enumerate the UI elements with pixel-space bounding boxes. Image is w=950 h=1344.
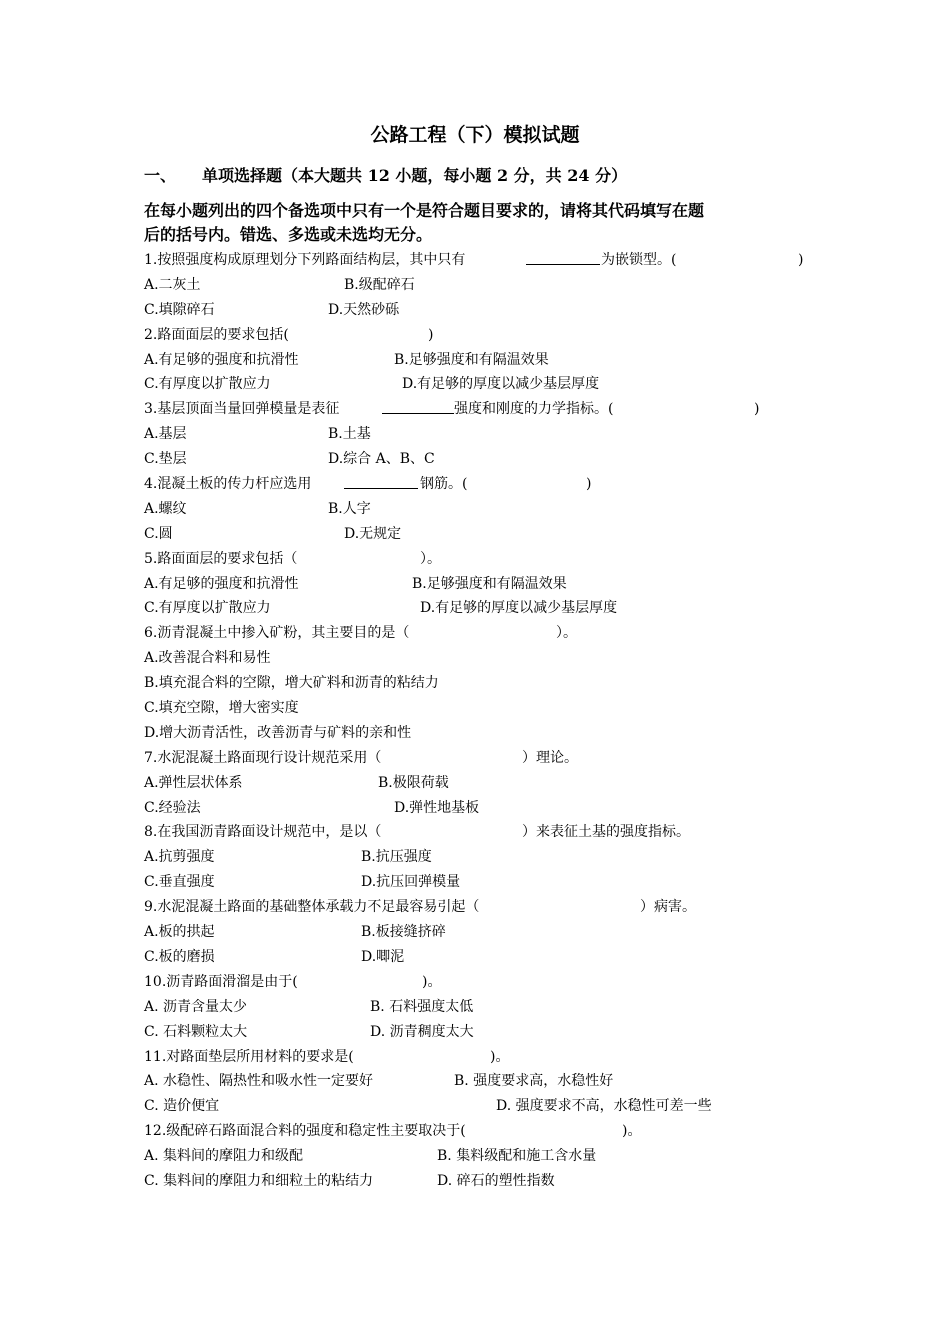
option-a: A.基层 [144, 426, 187, 443]
stem-text: 6.沥青混凝土中掺入矿粉，其主要目的是（ [144, 625, 410, 642]
option-d: D.弹性地基板 [394, 799, 480, 816]
option-d: D. 碎石的塑性指数 [437, 1172, 555, 1189]
option-a: A.抗剪强度 [144, 849, 215, 866]
option-b: B.板接缝挤碎 [361, 924, 446, 941]
stem-text: 2.路面面层的要求包括( [144, 326, 289, 343]
option-row [144, 845, 824, 870]
option-c: C.有厚度以扩散应力 [144, 600, 271, 617]
section-number: 一、 [144, 166, 177, 185]
answer-bracket-close: )。 [422, 973, 442, 990]
option-row [144, 273, 824, 298]
stem-text: 钢筋。( [420, 476, 468, 493]
option-b: B. 集料级配和施工含水量 [437, 1148, 597, 1165]
answer-bracket-close: ) [798, 252, 804, 268]
stem-text: 1.按照强度构成原理划分下列路面结构层，其中只有 [144, 252, 466, 268]
question-stem [144, 547, 824, 572]
option-c: C.垫层 [144, 451, 187, 468]
answer-bracket-close: )。 [490, 1048, 510, 1065]
option-c: C.板的磨损 [144, 948, 215, 965]
option-row [144, 771, 824, 796]
stem-text: 5.路面面层的要求包括（ [144, 550, 298, 567]
option-b: B. 强度要求高，水稳性好 [454, 1073, 614, 1090]
option-row [144, 920, 824, 945]
answer-blank [382, 397, 454, 414]
section-title: 单项选择题（本大题共 12 小题，每小题 2 分，共 24 分） [202, 166, 628, 185]
option-row [144, 671, 824, 696]
question-stem [144, 970, 824, 995]
stem-text: 3.基层顶面当量回弹模量是表征 [144, 401, 340, 418]
option-c: C.垂直强度 [144, 874, 215, 891]
question-stem [144, 472, 824, 497]
option-b: B.极限荷载 [378, 774, 449, 791]
option-d: D.抗压回弹模量 [361, 874, 461, 891]
answer-bracket-close: ) [428, 326, 434, 343]
question-stem [144, 323, 824, 348]
option-c: C. 造价便宜 [144, 1098, 220, 1115]
option-c: C. 集料间的摩阻力和细粒土的粘结力 [144, 1172, 374, 1189]
option-d: D. 沥青稠度太大 [370, 1023, 474, 1040]
option-a: A.有足够的强度和抗滑性 [144, 575, 299, 592]
question-stem [144, 621, 824, 646]
option-b: B.级配碎石 [344, 276, 415, 293]
answer-bracket-close: ）来表征土基的强度指标。 [522, 824, 690, 841]
question-stem [144, 397, 824, 422]
option-a: A.有足够的强度和抗滑性 [144, 351, 299, 368]
option-row [144, 646, 824, 671]
answer-bracket-close: ）理论。 [522, 749, 578, 766]
option-b: B.土基 [328, 426, 371, 443]
option-d: D. 强度要求不高，水稳性可差一些 [496, 1098, 712, 1115]
answer-blank [526, 248, 600, 265]
stem-text: 12.级配碎石路面混合料的强度和稳定性主要取决于( [144, 1123, 466, 1140]
option-b: B.足够强度和有隔温效果 [412, 575, 567, 592]
stem-text: 为嵌锁型。( [601, 252, 677, 268]
question-stem [144, 746, 824, 771]
option-b: B.填充混合料的空隙，增大矿料和沥青的粘结力 [144, 675, 439, 692]
option-row [144, 1069, 824, 1094]
stem-text: 7.水泥混凝土路面现行设计规范采用（ [144, 749, 382, 766]
option-row [144, 372, 824, 397]
answer-bracket-close: ）。 [556, 625, 577, 642]
option-d: D.无规定 [344, 525, 402, 542]
option-c: C.填充空隙，增大密实度 [144, 700, 299, 717]
instruction-line: 后的括号内。错选、多选或未选均无分。 [144, 225, 433, 244]
option-d: D.天然砂砾 [328, 301, 400, 318]
option-row [144, 422, 824, 447]
answer-bracket-close: )。 [622, 1123, 642, 1140]
stem-text: 强度和刚度的力学指标。( [454, 401, 614, 418]
instruction-line: 在每小题列出的四个备选项中只有一个是符合题目要求的，请将其代码填写在题 [144, 201, 705, 220]
option-row [144, 298, 824, 323]
option-row [144, 796, 824, 821]
option-a: A. 沥青含量太少 [144, 998, 248, 1015]
instructions [144, 199, 824, 247]
option-row [144, 447, 824, 472]
option-d: D.增大沥青活性，改善沥青与矿料的亲和性 [144, 724, 412, 741]
option-a: A.板的拱起 [144, 924, 215, 941]
option-row [144, 696, 824, 721]
option-row [144, 995, 824, 1020]
question-stem [144, 895, 824, 920]
option-a: A. 集料间的摩阻力和级配 [144, 1148, 304, 1165]
option-row [144, 721, 824, 746]
option-b: B. 石料强度太低 [370, 998, 474, 1015]
option-b: B.足够强度和有隔温效果 [394, 351, 549, 368]
page-title: 公路工程（下）模拟试题 [370, 124, 580, 146]
question-stem [144, 1045, 824, 1070]
option-row [144, 1094, 824, 1119]
option-a: A. 水稳性、隔热性和吸水性一定要好 [144, 1073, 374, 1090]
option-a: A.二灰土 [144, 276, 201, 293]
option-a: A.改善混合料和易性 [144, 650, 271, 667]
option-b: B.人字 [328, 500, 371, 517]
option-d: D.综合 A、B、C [328, 451, 435, 468]
option-row [144, 1020, 824, 1045]
section-heading [144, 164, 627, 188]
option-row [144, 1144, 824, 1169]
option-c: C.填隙碎石 [144, 301, 215, 318]
question-stem [144, 820, 824, 845]
option-row [144, 572, 824, 597]
stem-text: 8.在我国沥青路面设计规范中，是以（ [144, 824, 382, 841]
question-list [144, 248, 824, 1194]
option-row [144, 1169, 824, 1194]
option-d: D.有足够的厚度以减少基层厚度 [402, 376, 600, 393]
stem-text: 9.水泥混凝土路面的基础整体承载力不足最容易引起（ [144, 899, 480, 916]
answer-bracket-close: ) [754, 401, 760, 418]
stem-text: 10.沥青路面滑溜是由于( [144, 973, 298, 990]
option-a: A.螺纹 [144, 500, 187, 517]
option-b: B.抗压强度 [361, 849, 432, 866]
option-c: C.有厚度以扩散应力 [144, 376, 271, 393]
option-row [144, 522, 824, 547]
answer-blank [344, 472, 418, 489]
option-row [144, 945, 824, 970]
option-c: C.圆 [144, 525, 173, 542]
option-c: C. 石料颗粒太大 [144, 1023, 248, 1040]
stem-text: 11.对路面垫层所用材料的要求是( [144, 1048, 354, 1065]
option-row [144, 348, 824, 373]
question-stem [144, 1119, 824, 1144]
option-row [144, 870, 824, 895]
option-c: C.经验法 [144, 799, 201, 816]
answer-bracket-close: ）。 [420, 550, 441, 567]
stem-text: 4.混凝土板的传力杆应选用 [144, 476, 312, 493]
question-stem [144, 248, 824, 273]
option-a: A.弹性层状体系 [144, 774, 243, 791]
answer-bracket-close: ) [586, 476, 592, 493]
option-d: D.有足够的厚度以减少基层厚度 [420, 600, 618, 617]
option-row [144, 596, 824, 621]
option-d: D.唧泥 [361, 948, 405, 965]
answer-bracket-close: ）病害。 [640, 899, 696, 916]
option-row [144, 497, 824, 522]
